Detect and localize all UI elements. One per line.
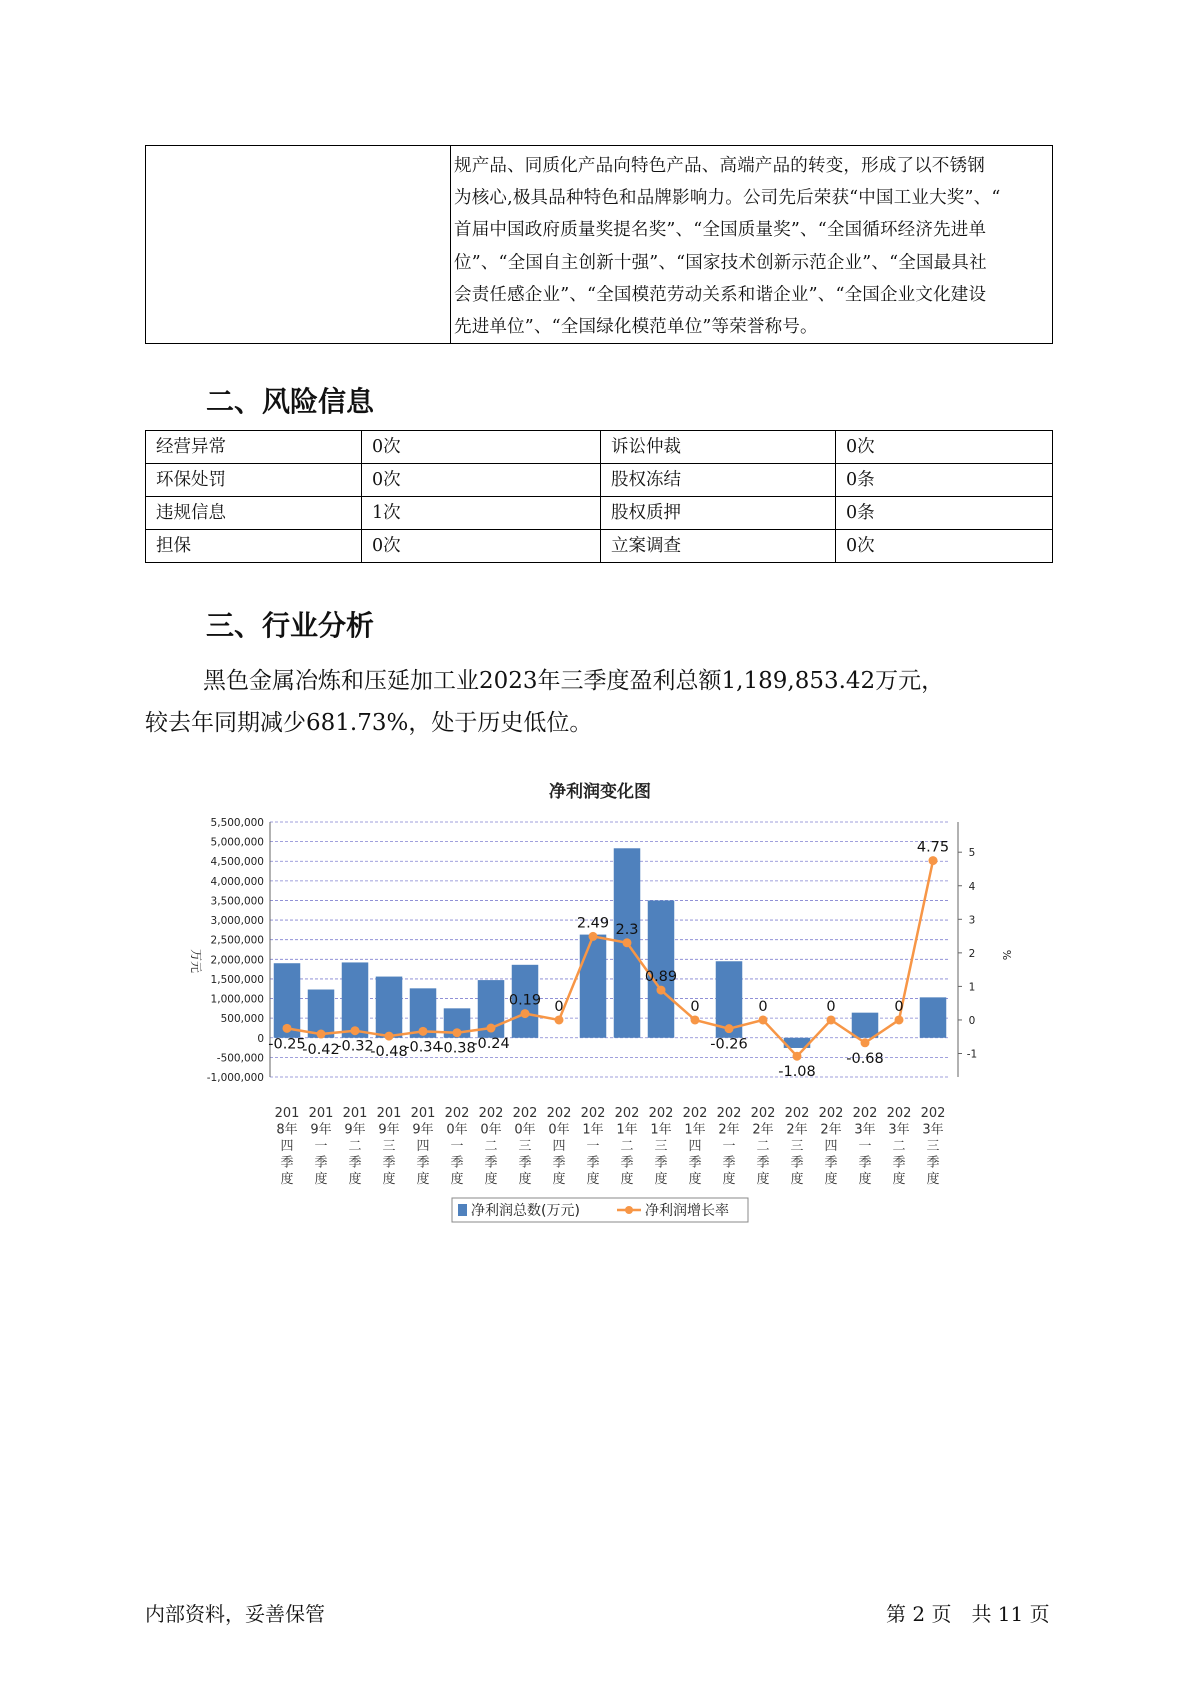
category-label: 2年 (786, 1122, 808, 1138)
category-label: 8年 (276, 1122, 298, 1138)
category-label: 四 (688, 1139, 702, 1154)
y2-tick-label: 4 (968, 880, 976, 893)
category-label: 季 (892, 1155, 906, 1171)
category-label: 1年 (616, 1122, 638, 1138)
y-tick-label: 3,000,000 (210, 915, 264, 928)
y-tick-label: 5,000,000 (210, 836, 264, 849)
category-label: 季 (722, 1155, 736, 1171)
growth-rate-point (827, 1015, 836, 1024)
category-label: 季 (416, 1155, 430, 1171)
category-label: 季 (586, 1155, 600, 1171)
category-label: 季 (382, 1155, 396, 1171)
legend-line-label: 净利润增长率 (645, 1203, 729, 1219)
y-tick-label: 0 (257, 1032, 264, 1045)
category-label: 0年 (446, 1122, 468, 1138)
category-label: 9年 (378, 1122, 400, 1138)
category-label: 季 (790, 1155, 804, 1171)
category-label: 202 (852, 1106, 878, 1121)
category-label: 201 (410, 1106, 436, 1121)
category-label: 度 (280, 1172, 294, 1187)
category-label: 二 (484, 1139, 498, 1154)
chart-categories (275, 1106, 946, 1187)
intro-line: 会责任感企业”、“全国模范劳动关系和谐企业”、“全国企业文化建设 (454, 284, 987, 305)
category-label: 度 (926, 1172, 940, 1187)
legend-bar-label: 净利润总数(万元) (471, 1203, 580, 1219)
y-tick-label: 1,000,000 (210, 993, 264, 1006)
category-label: 季 (484, 1155, 498, 1171)
risk-label: 违规信息 (146, 497, 362, 530)
growth-rate-data-label: -0.42 (302, 1042, 340, 1059)
category-label: 202 (818, 1106, 844, 1121)
intro-line: 位”、“全国自主创新十强”、“国家技术创新示范企业”、“全国最具社 (454, 252, 987, 273)
category-label: 度 (722, 1172, 736, 1187)
category-label: 二 (620, 1139, 634, 1154)
industry-paragraph-line: 黑色金属冶炼和压延加工业2023年三季度盈利总额1,189,853.42万元， (203, 668, 945, 694)
category-label: 1年 (650, 1122, 672, 1138)
growth-rate-data-label: -0.38 (438, 1040, 476, 1057)
category-label: 2年 (718, 1122, 740, 1138)
growth-rate-point (487, 1024, 496, 1033)
risk-label: 经营异常 (146, 431, 362, 464)
category-label: 度 (484, 1172, 498, 1187)
growth-rate-data-label: 0 (554, 998, 564, 1015)
category-label: 一 (450, 1139, 464, 1154)
growth-rate-data-label: -1.08 (778, 1064, 816, 1081)
category-label: 度 (654, 1172, 668, 1187)
intro-line: 为核心,极具品种特色和品牌影响力。公司先后荣获“中国工业大奖”、“ (454, 188, 1001, 209)
legend-line-marker (625, 1206, 633, 1214)
growth-rate-point (657, 986, 666, 995)
category-label: 202 (580, 1106, 606, 1121)
y-tick-label: 4,500,000 (210, 856, 264, 869)
footer-left: 内部资料，妥善保管 (145, 1602, 325, 1626)
category-label: 四 (280, 1139, 294, 1154)
y2-tick-label: 3 (968, 914, 976, 927)
category-label: 四 (824, 1139, 838, 1154)
growth-rate-point (691, 1015, 700, 1024)
category-label: 度 (314, 1172, 328, 1187)
category-label: 季 (620, 1155, 634, 1171)
profit-bar (580, 935, 607, 1038)
risk-label: 担保 (146, 530, 362, 563)
chart-labels (268, 840, 949, 1081)
category-label: 度 (858, 1172, 872, 1187)
category-label: 季 (518, 1155, 532, 1171)
category-label: 度 (586, 1172, 600, 1187)
y-tick-label: 2,000,000 (210, 954, 264, 967)
category-label: 9年 (412, 1122, 434, 1138)
category-label: 202 (682, 1106, 708, 1121)
category-label: 202 (648, 1106, 674, 1121)
growth-rate-point (351, 1026, 360, 1035)
y-tick-label: 1,500,000 (210, 973, 264, 986)
growth-rate-point (521, 1009, 530, 1018)
growth-rate-point (759, 1015, 768, 1024)
y2-axis-label: % (1000, 949, 1013, 961)
growth-rate-data-label: 0 (758, 998, 768, 1015)
growth-rate-point (453, 1028, 462, 1037)
category-label: 0年 (548, 1122, 570, 1138)
category-label: 三 (518, 1139, 532, 1154)
growth-rate-point (385, 1032, 394, 1041)
category-label: 3年 (888, 1122, 910, 1138)
category-label: 度 (382, 1172, 396, 1187)
category-label: 3年 (854, 1122, 876, 1138)
category-label: 202 (478, 1106, 504, 1121)
category-label: 度 (416, 1172, 430, 1187)
growth-rate-data-label: 2.3 (615, 921, 639, 938)
category-label: 202 (750, 1106, 776, 1121)
y-tick-label: 5,500,000 (210, 817, 264, 829)
growth-rate-data-label: 0.89 (644, 969, 678, 986)
category-label: 度 (620, 1172, 634, 1187)
category-label: 度 (790, 1172, 804, 1187)
category-label: 2年 (820, 1122, 842, 1138)
category-label: 三 (654, 1139, 668, 1154)
y2-tick-label: 5 (968, 847, 976, 860)
category-label: 度 (450, 1172, 464, 1187)
y-tick-label: 3,500,000 (210, 895, 264, 908)
risk-label: 环保处罚 (146, 464, 362, 497)
category-label: 季 (824, 1155, 838, 1171)
category-label: 季 (654, 1155, 668, 1171)
category-label: 2年 (752, 1122, 774, 1138)
growth-rate-point (793, 1052, 802, 1061)
profit-bar (376, 977, 403, 1038)
risk-value: 1次 (362, 497, 601, 530)
growth-rate-point (317, 1030, 326, 1039)
y-tick-label: -1,000,000 (206, 1072, 264, 1084)
category-label: 201 (274, 1106, 300, 1121)
growth-rate-data-label: -0.25 (268, 1036, 306, 1053)
risk-heading: 二、风险信息 (206, 385, 375, 418)
category-label: 度 (518, 1172, 532, 1187)
category-label: 202 (512, 1106, 538, 1121)
intro-line: 规产品、同质化产品向特色产品、高端产品的转变，形成了以不锈钢 (454, 156, 985, 176)
growth-rate-data-label: 0 (690, 998, 700, 1015)
risk-value: 0条 (836, 497, 1053, 530)
risk-label: 股权质押 (601, 497, 836, 530)
category-label: 202 (546, 1106, 572, 1121)
category-label: 202 (444, 1106, 470, 1121)
category-label: 季 (552, 1155, 566, 1171)
risk-label: 立案调查 (601, 530, 836, 563)
legend-bar-swatch (458, 1204, 467, 1216)
footer-page-number: 第 2 页 共 11 页 (886, 1602, 1050, 1626)
risk-value: 0条 (836, 464, 1053, 497)
growth-rate-data-label: -0.32 (336, 1038, 374, 1055)
category-label: 1年 (684, 1122, 706, 1138)
growth-rate-point (725, 1024, 734, 1033)
growth-rate-point (589, 932, 598, 941)
industry-heading: 三、行业分析 (206, 609, 375, 642)
growth-rate-data-label: -0.24 (472, 1036, 510, 1053)
category-label: 201 (376, 1106, 402, 1121)
category-label: 一 (858, 1139, 872, 1154)
category-label: 度 (756, 1172, 770, 1187)
category-label: 三 (790, 1139, 804, 1154)
category-label: 度 (824, 1172, 838, 1187)
category-label: 三 (382, 1139, 396, 1154)
growth-rate-data-label: 0 (894, 998, 904, 1015)
growth-rate-point (895, 1015, 904, 1024)
risk-value: 0次 (836, 431, 1053, 464)
y2-tick-label: -1 (966, 1048, 978, 1061)
category-label: 季 (688, 1155, 702, 1171)
category-label: 度 (892, 1172, 906, 1187)
growth-rate-data-label: -0.26 (710, 1036, 748, 1053)
intro-line: 先进单位”、“全国绿化模范单位”等荣誉称号。 (454, 317, 818, 338)
category-label: 一 (722, 1139, 736, 1154)
growth-rate-data-label: 4.75 (916, 839, 950, 856)
category-label: 季 (926, 1155, 940, 1171)
category-label: 9年 (344, 1122, 366, 1138)
category-label: 季 (450, 1155, 464, 1171)
intro-line: 首届中国政府质量奖提名奖”、“全国质量奖”、“全国循环经济先进单 (454, 220, 987, 241)
category-label: 四 (552, 1139, 566, 1154)
category-label: 季 (280, 1155, 294, 1171)
growth-rate-data-label: -0.68 (846, 1050, 884, 1067)
category-label: 二 (892, 1139, 906, 1154)
y-tick-label: 4,000,000 (210, 875, 264, 888)
risk-value: 0次 (362, 530, 601, 563)
y-tick-label: 500,000 (220, 1013, 264, 1026)
category-label: 3年 (922, 1122, 944, 1138)
growth-rate-point (419, 1027, 428, 1036)
category-label: 202 (886, 1106, 912, 1121)
category-label: 二 (348, 1139, 362, 1154)
growth-rate-data-label: 0.19 (508, 992, 542, 1009)
category-label: 0年 (514, 1122, 536, 1138)
category-label: 季 (756, 1155, 770, 1171)
category-label: 0年 (480, 1122, 502, 1138)
growth-rate-point (623, 938, 632, 947)
profit-bar (920, 997, 947, 1037)
category-label: 季 (858, 1155, 872, 1171)
category-label: 二 (756, 1139, 770, 1154)
y-axis-label: 万元 (189, 948, 203, 974)
growth-rate-point (929, 856, 938, 865)
y2-tick-label: 1 (968, 981, 976, 994)
y2-tick-label: 0 (968, 1014, 976, 1027)
growth-rate-point (861, 1038, 870, 1047)
chart-title: 净利润变化图 (549, 782, 651, 802)
industry-paragraph-line: 较去年同期减少681.73%，处于历史低位。 (145, 710, 593, 736)
risk-value: 0次 (362, 431, 601, 464)
risk-label: 诉讼仲裁 (601, 431, 836, 464)
category-label: 度 (688, 1172, 702, 1187)
category-label: 202 (784, 1106, 810, 1121)
y-tick-label: 2,500,000 (210, 934, 264, 947)
growth-rate-data-label: 2.49 (576, 915, 610, 932)
category-label: 202 (716, 1106, 742, 1121)
growth-rate-point (283, 1024, 292, 1033)
category-label: 202 (920, 1106, 946, 1121)
chart-legend (452, 1198, 748, 1222)
category-label: 度 (348, 1172, 362, 1187)
category-label: 四 (416, 1139, 430, 1154)
category-label: 度 (552, 1172, 566, 1187)
risk-label: 股权冻结 (601, 464, 836, 497)
category-label: 1年 (582, 1122, 604, 1138)
category-label: 201 (342, 1106, 368, 1121)
category-label: 一 (586, 1139, 600, 1154)
growth-rate-data-label: -0.34 (404, 1039, 442, 1056)
category-label: 202 (614, 1106, 640, 1121)
risk-value: 0次 (836, 530, 1053, 563)
category-label: 季 (314, 1155, 328, 1171)
category-label: 季 (348, 1155, 362, 1171)
category-label: 三 (926, 1139, 940, 1154)
risk-value: 0次 (362, 464, 601, 497)
growth-rate-data-label: -0.48 (370, 1044, 408, 1061)
growth-rate-point (555, 1015, 564, 1024)
profit-bar (852, 1013, 879, 1038)
growth-rate-data-label: 0 (826, 998, 836, 1015)
category-label: 一 (314, 1139, 328, 1154)
category-label: 201 (308, 1106, 334, 1121)
y-tick-label: -500,000 (216, 1052, 264, 1065)
category-label: 9年 (310, 1122, 332, 1138)
y2-tick-label: 2 (968, 947, 976, 960)
